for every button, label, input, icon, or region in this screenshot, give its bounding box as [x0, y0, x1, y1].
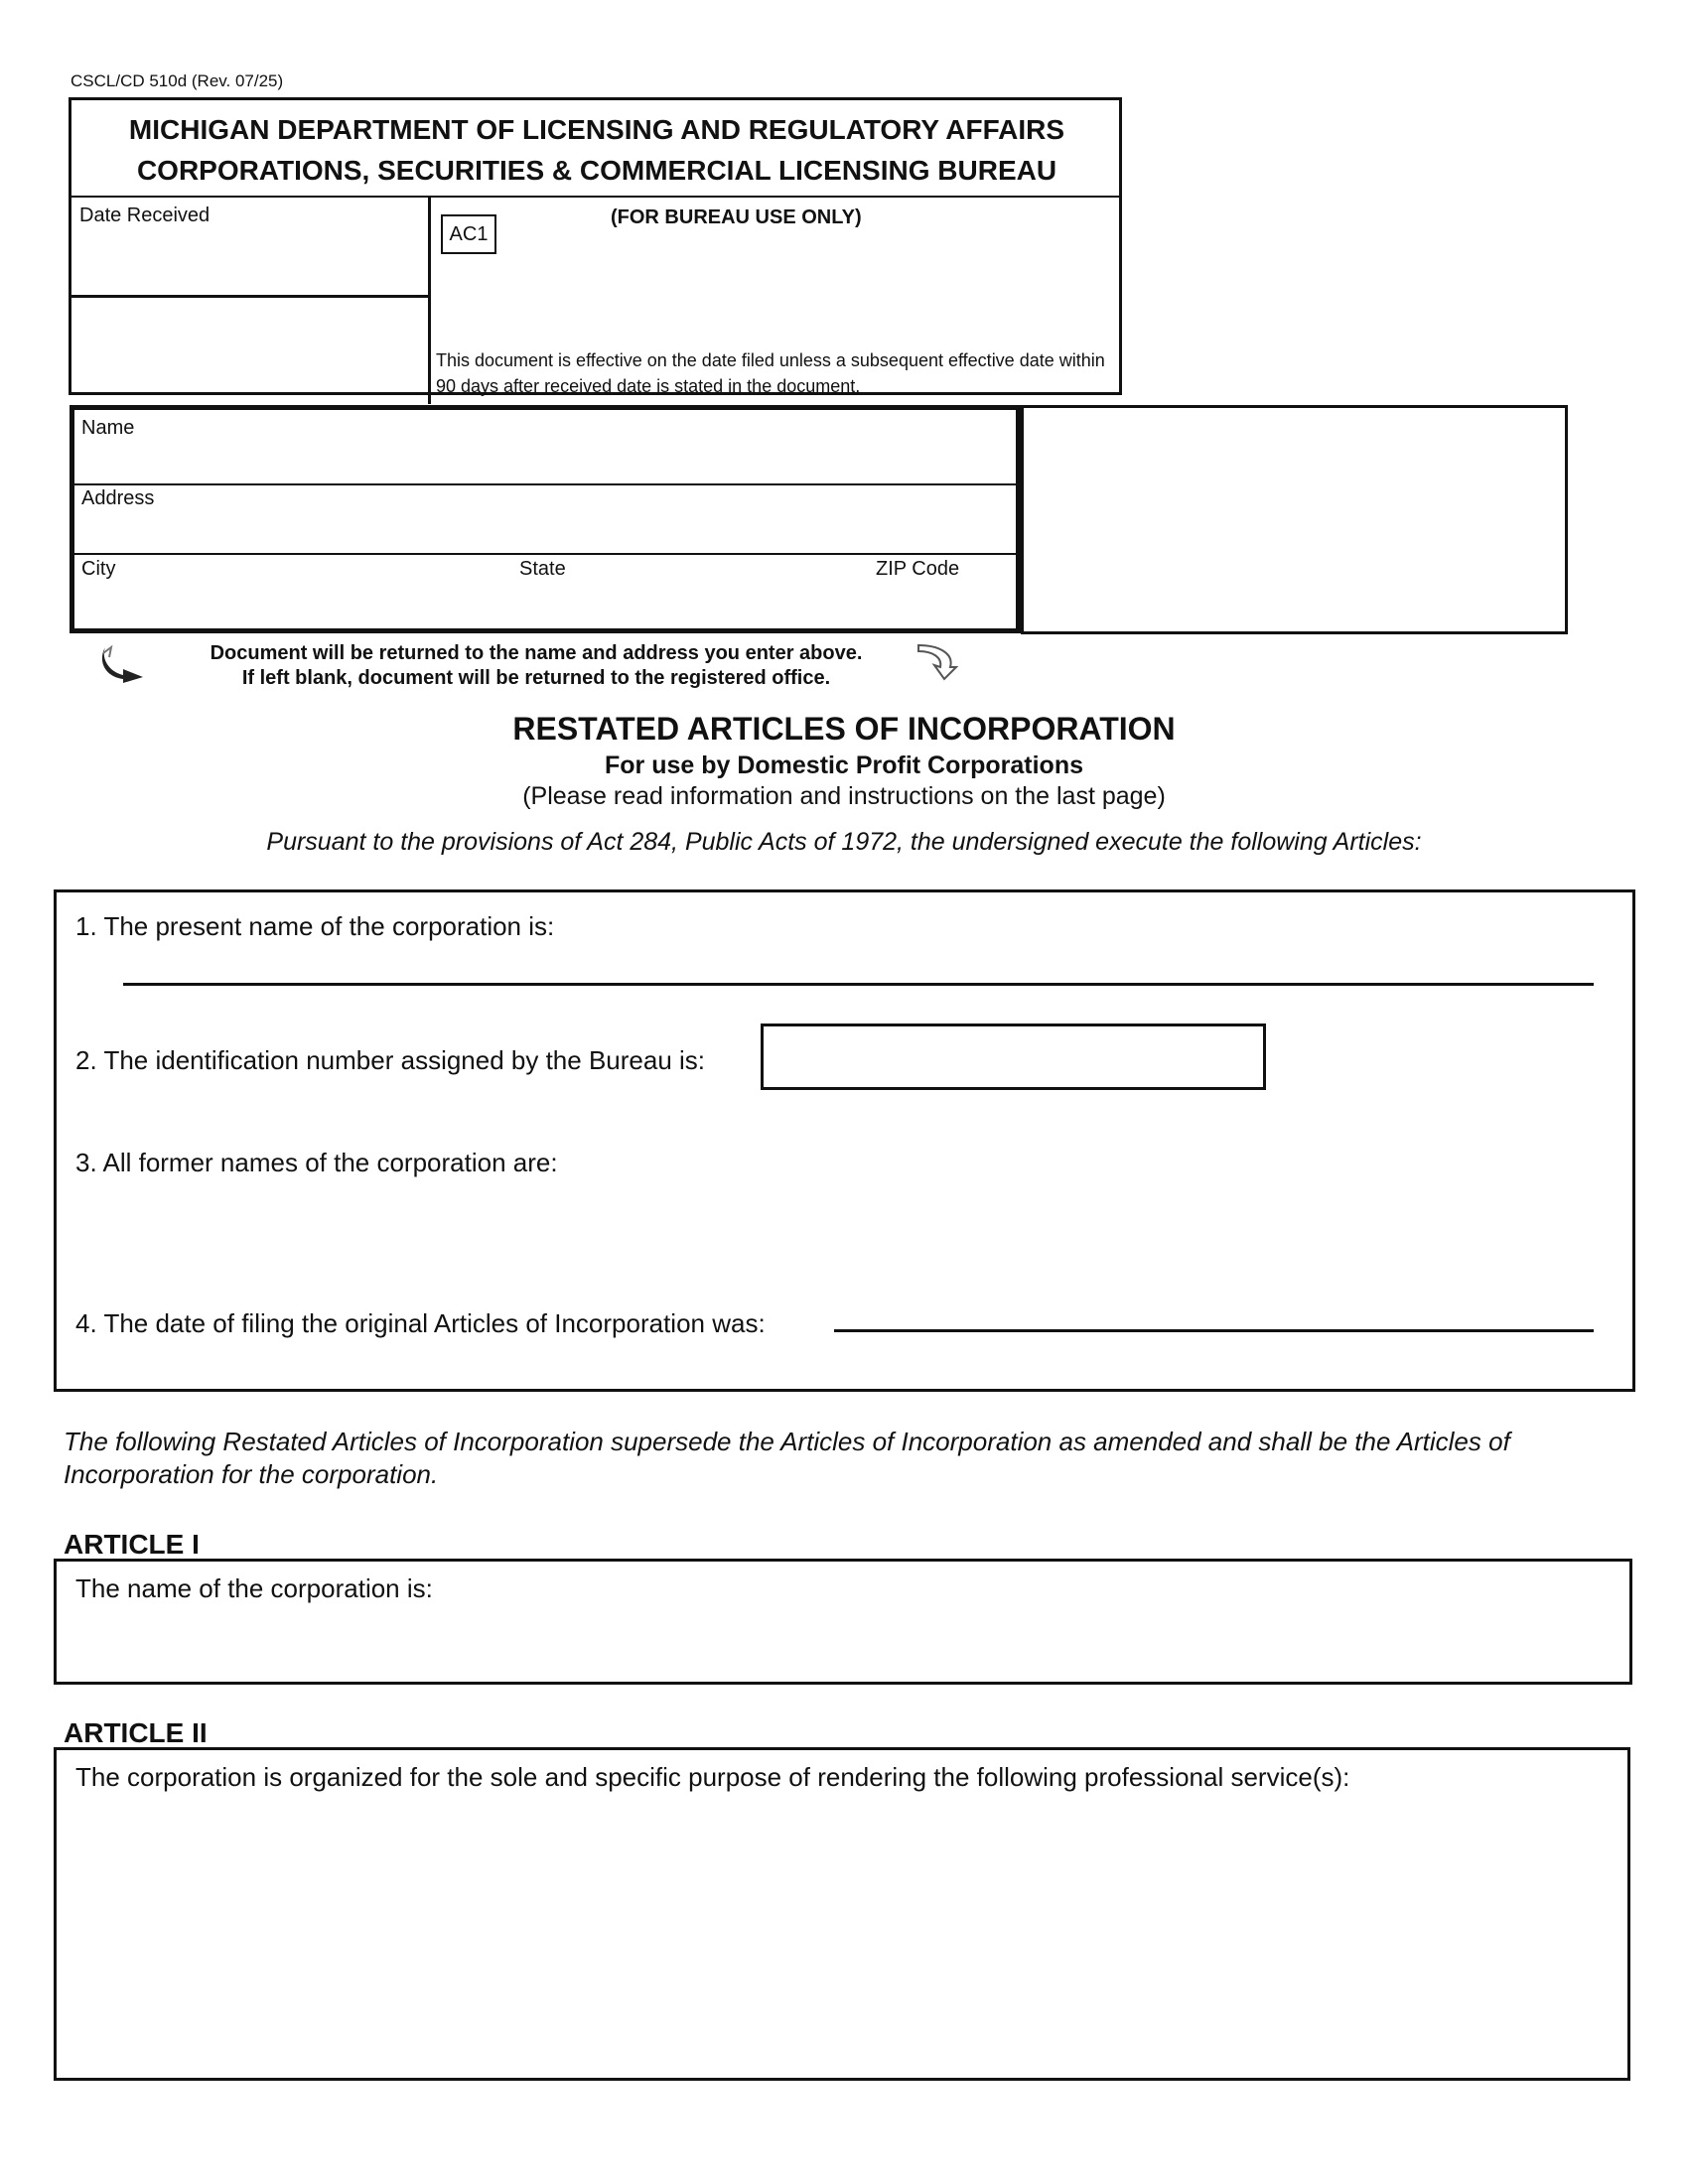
identification-number-field[interactable]	[761, 1024, 1266, 1090]
present-name-line	[123, 983, 1594, 986]
city-field[interactable]	[77, 584, 504, 623]
return-address-note	[169, 641, 904, 691]
item-1-label: 1. The present name of the corporation is:	[75, 911, 555, 941]
article-2-heading: ARTICLE II	[64, 1717, 208, 1748]
state-field[interactable]	[516, 584, 864, 623]
form-title: RESTATED ARTICLES OF INCORPORATION	[512, 711, 1176, 747]
article-1-text: The name of the corporation is:	[75, 1573, 433, 1603]
pursuant-statement: Pursuant to the provisions of Act 284, Public Acts of 1972, the undersigned execute the following Articles:	[266, 828, 1422, 856]
ac1-box: AC1	[441, 214, 496, 254]
name-field[interactable]	[77, 443, 1013, 480]
return-note-line2: If left blank, document will be returned to the registered office.	[241, 667, 831, 689]
address-divider-1	[74, 483, 1016, 485]
original-filing-date-field[interactable]	[834, 1293, 1594, 1329]
form-subtitle: For use by Domestic Profit Corporations	[604, 751, 1083, 779]
present-name-field[interactable]	[123, 943, 1594, 983]
address-divider-2	[74, 553, 1016, 555]
agency-title-line1: MICHIGAN DEPARTMENT OF LICENSING AND REGULATORY AFFAIRS	[128, 114, 1065, 145]
item-4-label: 4. The date of filing the original Articles of Incorporation was:	[75, 1308, 766, 1338]
bureau-vertical-divider	[428, 196, 431, 404]
effective-date-note: This document is effective on the date filed unless a subsequent effective date within 90 days after received date is stated in the document.	[436, 350, 1105, 396]
address-field-label: Address	[81, 487, 155, 509]
instructions-note: (Please read information and instructions on the last page)	[522, 782, 1166, 810]
form-code: CSCL/CD 510d (Rev. 07/25)	[70, 71, 284, 90]
bureau-use-only-label: (FOR BUREAU USE ONLY)	[611, 206, 862, 228]
address-field[interactable]	[77, 512, 1013, 550]
header-divider	[69, 196, 1122, 198]
article-2-field[interactable]	[54, 1747, 1630, 2081]
agency-title	[71, 109, 1122, 191]
bureau-stamp-box	[1021, 405, 1568, 634]
original-filing-date-line	[834, 1329, 1594, 1332]
curved-arrow-left-icon	[99, 643, 159, 683]
zip-field-label: ZIP Code	[876, 558, 960, 580]
date-received-label: Date Received	[79, 205, 211, 226]
date-received-divider	[69, 295, 428, 298]
state-field-label: State	[519, 558, 566, 580]
item-3-label: 3. All former names of the corporation are:	[75, 1148, 558, 1177]
zip-field[interactable]	[874, 584, 1013, 623]
curved-arrow-right-icon	[909, 641, 968, 681]
item-2-label: 2. The identification number assigned by the Bureau is:	[75, 1045, 706, 1075]
article-1-heading: ARTICLE I	[64, 1529, 200, 1560]
former-names-field[interactable]	[75, 1187, 1615, 1297]
city-field-label: City	[81, 558, 116, 580]
article-2-text: The corporation is organized for the sole and specific purpose of rendering the following professional service(s):	[75, 1762, 1350, 1792]
return-note-line1: Document will be returned to the name and address you enter above.	[210, 642, 863, 664]
supersede-statement: The following Restated Articles of Incorporation supersede the Articles of Incorporation as amended and shall be the Articles of Incorporation for the corporation.	[64, 1427, 1510, 1489]
agency-title-line2: CORPORATIONS, SECURITIES & COMMERCIAL LICENSING BUREAU	[136, 155, 1057, 186]
name-field-label: Name	[81, 417, 135, 439]
